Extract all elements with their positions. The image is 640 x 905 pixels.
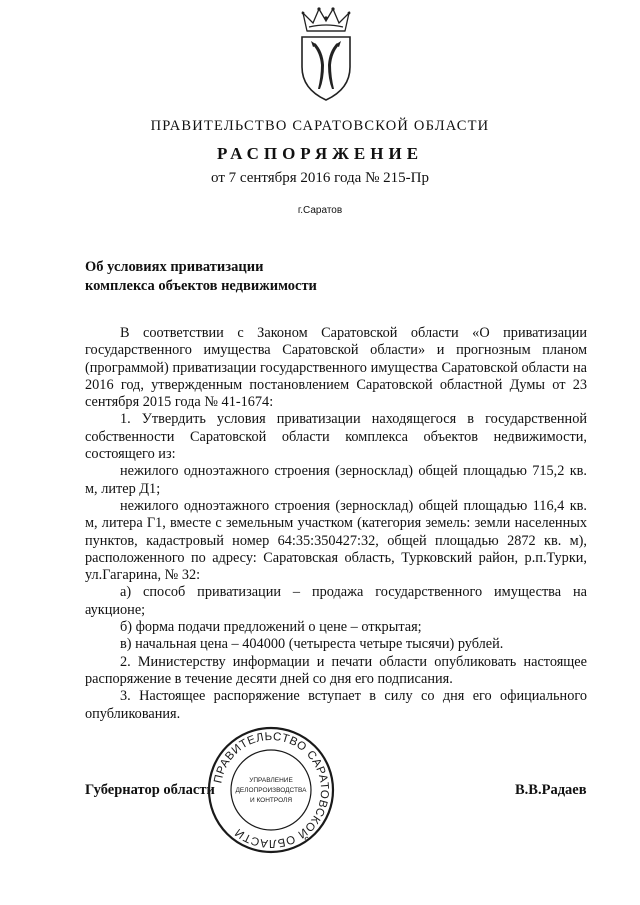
coat-of-arms-icon	[293, 5, 359, 103]
government-name: ПРАВИТЕЛЬСТВО САРАТОВСКОЙ ОБЛАСТИ	[150, 118, 490, 134]
stamp-line-1: УПРАВЛЕНИЕ	[249, 777, 293, 784]
body-paragraph-building-2: нежилого одноэтажного строения (зерносклад) общей площадью 116,4 кв. м, литера Г1, вместе с земельным участком (категория земель: земли населенных пунктов, кадастровый номер 64:35:350427:32, общей площадью 2872 кв. м), расположенного по адресу: Саратовская область, Турковский район, р.п.Турки, ул.Гагарина, № 32:	[85, 497, 587, 584]
body-paragraph-item-1: 1. Утвердить условия приватизации находящегося в государственной собственности Саратовской области комплекса объектов недвижимости, состоящего из:	[85, 411, 587, 463]
document-city: г.Саратов	[297, 205, 343, 216]
body-paragraph-building-1: нежилого одноэтажного строения (зерносклад) общей площадью 715,2 кв. м, литер Д1;	[85, 463, 587, 497]
signatory-name: В.В.Радаев	[515, 782, 587, 798]
stamp-line-2: ДЕЛОПРОИЗВОДСТВА	[235, 787, 307, 794]
official-stamp-icon	[206, 725, 336, 855]
signatory-position: Губернатор области	[85, 782, 215, 798]
subject-line-1: Об условиях приватизации	[85, 259, 264, 275]
stamp-line-3: И КОНТРОЛЯ	[249, 797, 293, 804]
document-type-title: РАСПОРЯЖЕНИЕ	[216, 144, 424, 163]
body-paragraph-item-2: 2. Министерству информации и печати области опубликовать настоящее распоряжение в течение десяти дней со дня его подписания.	[85, 653, 587, 687]
subject-line-2: комплекса объектов недвижимости	[85, 278, 317, 294]
body-paragraph-preamble: В соответствии с Законом Саратовской области «О приватизации государственного имущества Саратовской области» и прогнозным планом (программой) приватизации государственного имущества Саратовской области на 2016 год, утвержденным постановлением Саратовской областной Думы от 23 сентября 2015 года № 41-1674:	[85, 325, 587, 411]
document-body	[85, 325, 587, 723]
body-paragraph-item-3: 3. Настоящее распоряжение вступает в силу со дня его официального опубликования.	[85, 688, 587, 722]
stamp-ring-text: ПРАВИТЕЛЬСТВО САРАТОВСКОЙ ОБЛАСТИ	[212, 730, 331, 850]
body-paragraph-sub-a: а) способ приватизации – продажа государственного имущества на аукционе;	[85, 584, 587, 618]
body-paragraph-sub-b: б) форма подачи предложений о цене – открытая;	[120, 619, 422, 636]
document-subject	[85, 258, 445, 296]
body-paragraph-sub-c: в) начальная цена – 404000 (четыреста четыре тысячи) рублей.	[120, 636, 504, 653]
document-date-number: от 7 сентября 2016 года № 215-Пр	[211, 170, 429, 186]
